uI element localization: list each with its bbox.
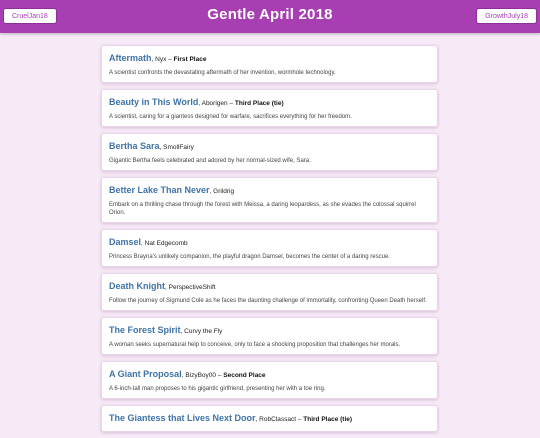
story-card: [101, 229, 438, 267]
story-author: BizyBoy00: [185, 372, 217, 379]
story-author: Grildrig: [213, 188, 235, 195]
award-label: First Place: [173, 56, 207, 63]
next-contest-button[interactable]: GrowthJuly18: [476, 8, 537, 24]
story-title-link[interactable]: Aftermath: [109, 53, 152, 63]
page-title: Gentle April 2018: [207, 6, 333, 23]
story-author: RobClassact: [259, 416, 297, 423]
story-title-link[interactable]: Better Lake Than Never: [109, 185, 210, 195]
story-author: Curvy the Fly: [184, 328, 223, 335]
story-title-link[interactable]: Beauty in This World: [109, 97, 199, 107]
story-header: Aftermath, Nyx – First Place: [109, 53, 207, 63]
story-description: Follow the journey of Sigmund Cole as he faces the daunting challenge of immortality, confronting Queen Death herself.: [109, 298, 427, 304]
story-description: Gigantic Bertha feels celebrated and adored by her normal-sized wife, Sara.: [109, 158, 311, 164]
story-header: Bertha Sara, SmollFairy: [109, 141, 194, 151]
story-title-link[interactable]: Damsel: [109, 237, 142, 247]
award-label: Third Place (tie): [234, 100, 284, 107]
story-title-link[interactable]: Death Knight: [109, 281, 165, 291]
story-card: [101, 89, 438, 127]
story-card: [101, 45, 438, 83]
award-label: Third Place (tie): [303, 416, 353, 423]
story-description: Princess Brayna's unlikely companion, the playful dragon Damsel, becomes the center of a daring rescue.: [109, 254, 390, 260]
story-author: Nyx: [155, 56, 167, 63]
story-header: Beauty in This World, Aborigen – Third Place (tie): [109, 97, 284, 107]
story-description: A scientist, caring for a giantess designed for warfare, sacrifices everything for her freedom.: [109, 114, 352, 120]
prev-contest-button[interactable]: CruelJan18: [3, 8, 57, 24]
story-title-link[interactable]: The Forest Spirit: [109, 325, 181, 335]
story-description: A 6-inch-tall man proposes to his gigantic girlfriend, presenting her with a toe ring.: [109, 386, 326, 392]
award-label: Second Place: [223, 372, 266, 379]
story-card: [101, 133, 438, 171]
story-header: The Forest Spirit, Curvy the Fly: [109, 325, 223, 335]
story-author: PerspectiveShift: [168, 284, 216, 291]
top-header: [0, 0, 540, 33]
story-header: The Giantess that Lives Next Door, RobClassact – Third Place (tie): [109, 413, 353, 423]
story-header: Damsel, Nat Edgecomb: [109, 237, 188, 247]
story-description: A woman seeks supernatural help to conceive, only to face a shocking proposition that challenges her morals.: [109, 342, 401, 348]
story-header: A Giant Proposal, BizyBoy00 – Second Place: [109, 369, 266, 379]
story-description: A scientist confronts the devastating aftermath of her invention, wormhole technology.: [109, 70, 336, 76]
story-header: Better Lake Than Never, Grildrig: [109, 185, 235, 195]
story-card: [101, 317, 438, 355]
story-description: Embark on a thrilling chase through the forest with Meissa, a daring leopardess, as she evades the colossal squirrel Orion.: [109, 202, 416, 216]
story-header: Death Knight, PerspectiveShift: [109, 281, 216, 291]
story-title-link[interactable]: Bertha Sara: [109, 141, 160, 151]
story-card: [101, 177, 438, 223]
story-title-link[interactable]: The Giantess that Lives Next Door: [109, 413, 256, 423]
story-title-link[interactable]: A Giant Proposal: [109, 369, 182, 379]
story-author: Nat Edgecomb: [144, 240, 188, 247]
story-card: [101, 405, 438, 432]
story-author: Aborigen: [201, 100, 228, 107]
story-card: [101, 361, 438, 399]
story-card: [101, 273, 438, 311]
story-list: [101, 45, 438, 438]
story-author: SmollFairy: [163, 144, 194, 151]
